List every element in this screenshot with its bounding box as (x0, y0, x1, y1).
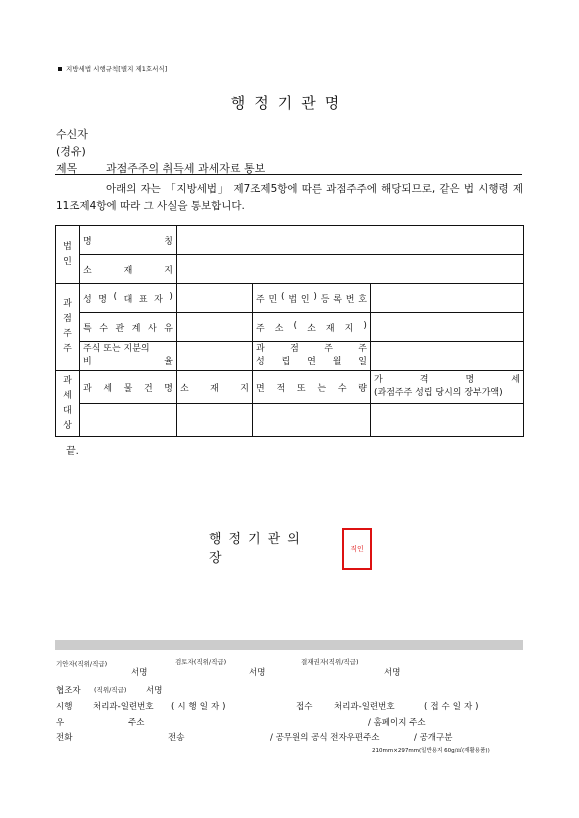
tax-object-header: 과 세 대 상 (56, 371, 80, 437)
reviewer-sign: 서명 (249, 668, 266, 678)
drafter-sign: 서명 (131, 668, 148, 678)
object-name-label: 과 세 물 건 명 (80, 371, 177, 404)
est-date-value[interactable] (371, 342, 524, 371)
page-title: 행정기관명 (230, 94, 349, 112)
postal-label: 우 (56, 718, 65, 728)
disclosure-label: / 공개구분 (414, 733, 453, 743)
object-name-value[interactable] (80, 404, 177, 437)
receipt-date: (접수일자) (424, 702, 482, 712)
area-quantity-label: 면 적 또 는 수 량 (253, 371, 371, 404)
corp-location-label: 소 재 지 (80, 255, 177, 284)
object-location-label: 소 재 지 (177, 371, 253, 404)
object-location-value[interactable] (177, 404, 253, 437)
enforce-label: 시행 (56, 702, 73, 712)
via-label: (경유) (56, 145, 86, 158)
receipt-label: 접수 (296, 702, 313, 712)
paper-spec: 210mm×297mm(일반용지 60g/㎡(재활용품)) (372, 748, 490, 754)
special-relation-label: 특 수 관 계 사 유 (80, 313, 177, 342)
approver-sign: 서명 (384, 668, 401, 678)
corp-location-value[interactable] (177, 255, 524, 284)
corp-header: 법 인 (56, 226, 80, 284)
email-label: / 공무원의 공식 전자우편주소 (270, 733, 380, 743)
official-seal-stamp: 직인 (342, 528, 372, 570)
price-detail-label: 가 격 명 세 (과점주주 성립 당시의 장부가액) (371, 371, 524, 404)
regno-label: 주 민 ( 법 인 ) 등 록 번 호 (253, 284, 371, 313)
bullet-square-icon (58, 67, 62, 71)
receipt-number: 처리과-일련번호 (334, 702, 395, 712)
corp-name-label: 명 칭 (80, 226, 177, 255)
oligopolistic-header: 과 점 주주 (56, 284, 80, 371)
homepage-label: / 홈페이지 주소 (368, 718, 426, 728)
share-ratio-label: 주식 또는 지분의 비 율 (80, 342, 177, 371)
drafter-label: 기안자(직위/직급) (56, 660, 108, 668)
price-detail-value[interactable] (371, 404, 524, 437)
authority-head: 행정기관의장 (209, 532, 307, 566)
regno-value[interactable] (371, 284, 524, 313)
subject-label: 제목 (56, 162, 78, 175)
special-relation-value[interactable] (177, 313, 253, 342)
cooperator-sign: 서명 (146, 686, 163, 696)
recipient-label: 수신자 (56, 128, 88, 141)
corp-name-value[interactable] (177, 226, 524, 255)
end-mark: 끝. (66, 446, 79, 457)
address-value[interactable] (371, 313, 524, 342)
reviewer-label: 검토자(직위/직급) (175, 658, 227, 666)
address-label-footer: 주소 (128, 718, 145, 728)
subject-text: 과점주주의 취득세 과세자료 통보 (106, 162, 266, 175)
report-table (55, 225, 524, 437)
body-text: 아래의 자는 「지방세법」 제7조제5항에 따른 과점주주에 해당되므로, 같은 법 시행령 제11조제4항에 따라 그 사실을 통보합니다. (56, 183, 523, 212)
approver-label: 결재권자(직위/직급) (301, 658, 359, 666)
enforce-date: (시행일자) (171, 702, 229, 712)
address-label: 주 소 ( 소 재 지 ) (253, 313, 371, 342)
share-ratio-value[interactable] (177, 342, 253, 371)
area-quantity-value[interactable] (253, 404, 371, 437)
subject-divider (55, 174, 522, 175)
cooperator-label: 협조자 (56, 686, 81, 696)
fax-label: 전송 (168, 733, 185, 743)
form-reference: 지방세법 시행규칙[별지 제1호서식] (58, 64, 167, 73)
est-date-label: 과 점 주 주 성 립 연 월 일 (253, 342, 371, 371)
footer-divider-bar (55, 640, 523, 650)
rep-name-label: 성 명 ( 대 표 자 ) (80, 284, 177, 313)
enforce-number: 처리과-일련번호 (93, 702, 154, 712)
phone-label: 전화 (56, 733, 73, 743)
rep-name-value[interactable] (177, 284, 253, 313)
cooperator-rank: (직위/직급) (94, 686, 127, 694)
